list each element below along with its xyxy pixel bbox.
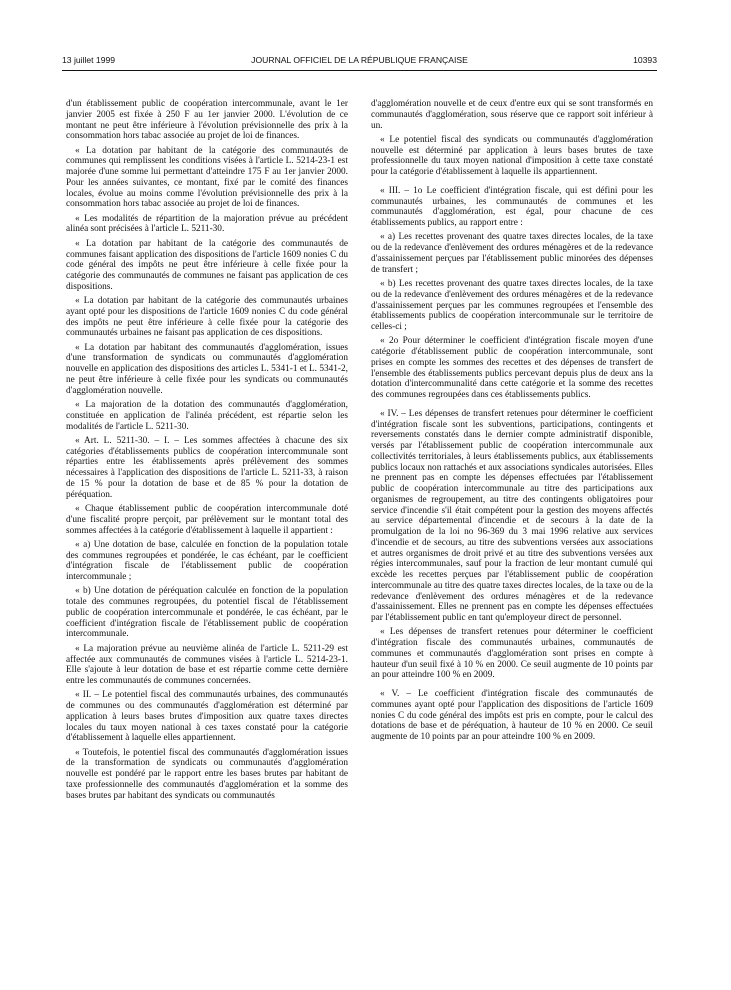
right-column <box>371 99 653 747</box>
paragraph: « V. – Le coefficient d'intégration fiscale des communautés de communes ayant opté pour l'application des dispositions de l'article 1609 nonies C du code général des impôts est pris en compte, pour le calcul des dotations de base et de péréquation, à hauteur de 10 % en 2000. Ce seuil augmente de 10 points par an pour atteindre 100 % en 2009. <box>371 689 653 743</box>
paragraph: « La dotation par habitant de la catégorie des communautés de communes qui remplissent les conditions visées à l'article L. 5214-23-1 est majorée d'une somme lui permettant d'atteindre 175 F au 1er janvier 2000. Pour les années suivantes, ce montant, fixé par le comité des finances locales, évolue au moins comme l'évolution prévisionnelle des prix à la consommation hors tabac associée au projet de loi de finances. <box>66 145 348 210</box>
paragraph: « Les dépenses de transfert retenues pour déterminer le coefficient d'intégration fiscale des communautés urbaines, communautés de communes et communautés d'agglomération sont prises en compte à hauteur d'un seuil fixé à 10 % en 2000. Ce seuil augmente de 10 points par an pour atteindre 100 % en 2009. <box>371 627 653 681</box>
journal-title: JOURNAL OFFICIEL DE LA RÉPUBLIQUE FRANÇAISE <box>251 55 468 65</box>
left-column <box>66 99 348 805</box>
paragraph: « Le potentiel fiscal des syndicats ou communautés d'agglomération nouvelle est déterminé par application à leurs bases brutes de taxe professionnelle du taux moyen national d'imposition à cette taxe constaté pour la catégorie d'établissement à laquelle ils appartiennent. <box>371 134 653 178</box>
paragraph: d'un établissement public de coopération intercommunale, avant le 1er janvier 2005 est fixée à 250 F au 1er janvier 2000. L'évolution de ce montant ne peut être inférieure à l'évolution prévisionnelle des prix à la consommation hors tabac associée au projet de loi de finances. <box>66 99 348 142</box>
paragraph: « La dotation par habitant de la catégorie des communautés urbaines ayant opté pour les dispositions de l'article 1609 nonies C du code général des impôts ne peut être inférieure à celle fixée pour la catégorie des communautés urbaines ne faisant pas application de ces dispositions. <box>66 296 348 339</box>
paragraph: « b) Une dotation de péréquation calculée en fonction de la population totale des communes regroupées, du potentiel fiscal de l'établissement public de coopération intercommunale et pondérée, le cas échéant, par le coefficient d'intégration fiscale de l'établissement public de coopération intercommunale. <box>66 586 348 640</box>
paragraph: « a) Les recettes provenant des quatre taxes directes locales, de la taxe ou de la redevance d'enlèvement des ordures ménagères et de la redevance d'assainissement perçues par l'établissement public minorées des dépenses de transfert ; <box>371 232 653 275</box>
header-rule <box>62 70 657 71</box>
paragraph: « b) Les recettes provenant des quatre taxes directes locales, de la taxe ou de la redevance d'enlèvement des ordures ménagères et de la redevance d'assainissement perçues par les communes regroupées et l'ensemble des établissements publics de coopération intercommunale sur le territoire de celles-ci ; <box>371 279 653 333</box>
paragraph: d'agglomération nouvelle et de ceux d'entre eux qui se sont transformés en communautés d'agglomération, sous réserve que ce rapport soit inférieur à un. <box>371 99 653 131</box>
page-header <box>62 55 657 69</box>
paragraph: « IV. – Les dépenses de transfert retenues pour déterminer le coefficient d'intégration fiscale sont les subventions, participations, contingents et reversements constatés dans le dernier compte administratif disponible, versés par l'établissement public de coopération intercommunale aux collectivités territoriales, à leurs établissements publics, aux établissements publics locaux non rattachés et aux associations syndicales autorisées. Elles ne prennent pas en compte les dépenses effectuées par l'établissement public de coopération intercommunale au titre des participations aux organismes de regroupement, au titre des contingents obligatoires pour service d'incendie s'il était compétent pour la gestion des moyens affectés au service départemental d'incendie et de secours à la date de la promulgation de la loi no 96-369 du 3 mai 1996 relative aux services d'incendie et de secours, au titre des subventions versées aux associations et autres organismes de droit privé et au titre des subventions versées aux régies intercommunales, sauf pour la fraction de leur montant cumulé qui excède les recettes perçues par l'établissement public de coopération intercommunale au titre des quatre taxes directes locales, de la taxe ou de la redevance d'enlèvement des ordures ménagères et de la redevance d'assainissement. Elles ne prennent pas en compte les dépenses effectuées par l'établissement public en tant qu'employeur direct de personnel. <box>371 408 653 624</box>
header-date: 13 juillet 1999 <box>62 55 116 65</box>
paragraph: « Toutefois, le potentiel fiscal des communautés d'agglomération issues de la transformation de syndicats ou communautés d'agglomération nouvelle est pondéré par le rapport entre les bases brutes par habitant de taxe professionnelle des communautés d'agglomération et la somme des bases brutes par habitant des syndicats ou communautés <box>66 747 348 801</box>
paragraph: « La majoration de la dotation des communautés d'agglomération, constituée en application de l'alinéa précédent, est répartie selon les modalités de l'article L. 5211-30. <box>66 400 348 432</box>
paragraph: « Les modalités de répartition de la majoration prévue au précédent alinéa sont précisées à l'article L. 5211-30. <box>66 213 348 235</box>
paragraph: « La dotation par habitant des communautés d'agglomération, issues d'une transformation de syndicats ou communautés d'agglomération nouvelle en application des dispositions des articles L. 5341-1 et L. 5341-2, ne peut être inférieure à celle fixée pour les syndicats ou communautés d'agglomération nouvelle. <box>66 342 348 396</box>
page-number: 10393 <box>633 55 657 65</box>
paragraph: « a) Une dotation de base, calculée en fonction de la population totale des communes regroupées et pondérée, le cas échéant, par le coefficient d'intégration fiscale de l'établissement public de coopération intercommunale ; <box>66 539 348 583</box>
paragraph: « La majoration prévue au neuvième alinéa de l'article L. 5211-29 est affectée aux communautés de communes visées à l'article L. 5214-23-1. Elle s'ajoute à leur dotation de base et est répartie comme cette dernière entre les communautés de communes concernées. <box>66 643 348 687</box>
paragraph: « III. – 1o Le coefficient d'intégration fiscale, qui est défini pour les communautés urbaines, les communautés de communes et les communautés d'agglomération, est égal, pour chacune de ces établissements publics, au rapport entre : <box>371 185 653 229</box>
paragraph: « La dotation par habitant de la catégorie des communautés de communes faisant application des dispositions de l'article 1609 nonies C du code général des impôts ne peut être inférieure à celle fixée pour la catégorie des communautés de communes ne faisant pas application de ces dispositions. <box>66 238 348 292</box>
paragraph: « Art. L. 5211-30. – I. – Les sommes affectées à chacune des six catégories d'établissements publics de coopération intercommunale sont réparties entre les établissements après prélèvement des sommes nécessaires à l'application des dispositions de l'article L. 5211-33, à raison de 15 % pour la dotation de base et de 85 % pour la dotation de péréquation. <box>66 435 348 500</box>
paragraph: « Chaque établissement public de coopération intercommunale doté d'une fiscalité propre perçoit, par prélèvement sur le montant total des sommes affectées à la catégorie d'établissement à laquelle il appartient : <box>66 504 348 536</box>
paragraph: « 2o Pour déterminer le coefficient d'intégration fiscale moyen d'une catégorie d'établissement public de coopération intercommunale, sont prises en compte les sommes des recettes et des dépenses de transfert de l'ensemble des établissements publics percevant depuis plus de deux ans la dotation d'intercommunalité dans cette catégorie et la somme des recettes des communes regroupées dans ces établissements publics. <box>371 336 653 401</box>
paragraph: « II. – Le potentiel fiscal des communautés urbaines, des communautés de communes ou des communautés d'agglomération est déterminé par application à leurs bases brutes d'imposition aux quatre taxes directes locales du taux moyen national à ces taxes constaté pour la catégorie d'établissement à laquelle elles appartiennent. <box>66 690 348 744</box>
